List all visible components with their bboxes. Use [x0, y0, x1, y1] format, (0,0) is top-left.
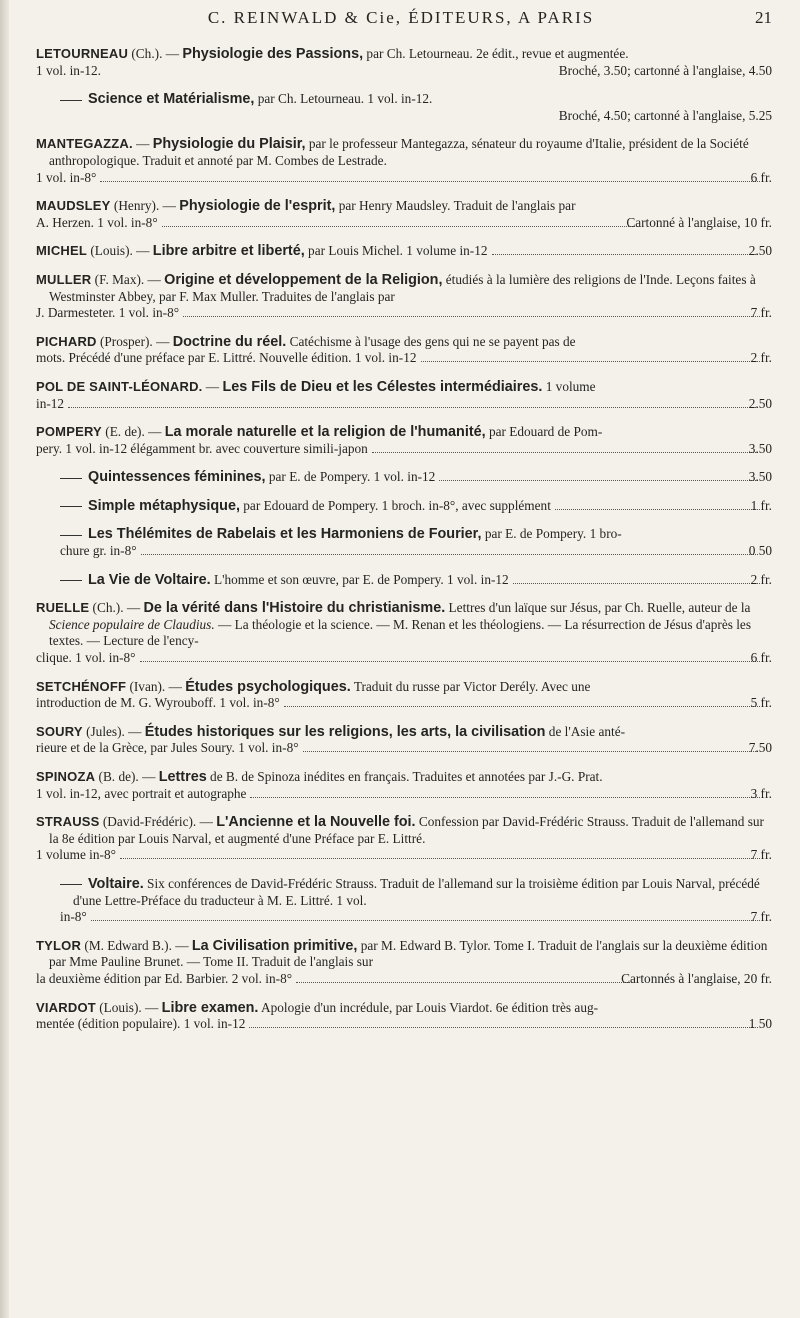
entry-price: Broché, 4.50; cartonné à l'anglaise, 5.25: [558, 107, 772, 123]
entry-author: PICHARD: [36, 333, 97, 349]
catalogue-entry: [36, 572, 772, 589]
entry-volume-line: [36, 395, 772, 413]
entry-author: SOURY: [36, 723, 83, 739]
entry-volume: 1 vol. in-12, avec portrait et autographe: [36, 785, 247, 801]
ditto-dash: [60, 478, 82, 479]
entry-description: par Edouard de Pompery. 1 broch. in-8°, avec supplément: [239, 497, 551, 513]
book-spine-shadow: [0, 0, 9, 1318]
entry-line: [73, 469, 772, 486]
entry-author-names: (Ch.). —: [89, 600, 144, 616]
entry-volume: rieure et de la Grèce, par Jules Soury. 1 vol. in-8°: [36, 740, 299, 756]
entry-author-names: (Henry). —: [110, 198, 180, 214]
entry-title: Doctrine du réel.: [172, 333, 287, 350]
entry-description: de B. de Spinoza inédites en français. Traduites et annotées par J.-G. Prat.: [206, 769, 603, 784]
catalogue-entry: [36, 136, 772, 186]
entry-author: MICHEL: [36, 243, 88, 259]
leader-dots: [249, 1027, 757, 1028]
entry-volume: introduction de M. G. Wyrouboff. 1 vol. in-8°: [36, 695, 280, 711]
leader-dots: [513, 583, 760, 584]
running-title: C. REINWALD & Cie, ÉDITEURS, A PARIS: [207, 8, 595, 27]
entry-description: par le professeur Mantegazza, sénateur du royaume d'Italie, président de la Société anthropologique. Traduit et annoté par M. Combes de Lestrade.: [49, 136, 749, 168]
catalogue-entry: [36, 876, 772, 926]
entry-volume: 1 vol. in-12.: [36, 62, 102, 78]
entry-description: par M. Edward B. Tylor. Tome I. Traduit de l'anglais sur la deuxième édition par Mme Pauline Brunet. — Tome II. Traduit de l'anglais sur: [49, 937, 768, 970]
entry-description: Confession par David-Frédéric Strauss. Traduit de l'allemand sur la 8e édition par Louis Narval, et augmenté d'une Préface par E. Littré.: [49, 814, 764, 846]
entry-price: 2.50: [748, 395, 772, 411]
entry-author: MAUDSLEY: [36, 198, 111, 214]
entry-volume-line: [36, 440, 772, 458]
entry-author-names: (E. de). —: [101, 424, 165, 440]
catalogue-entry: [36, 46, 772, 79]
entry-title: La Civilisation primitive,: [191, 937, 358, 954]
catalogue-entry: [36, 526, 772, 559]
entry-author-names: (Louis). —: [87, 243, 153, 259]
entry-description: par E. de Pompery. 1 vol. in-12: [265, 469, 436, 485]
catalogue-entry: [36, 769, 772, 802]
catalogue-entry: [36, 679, 772, 712]
entry-author: MANTEGAZZA.: [36, 136, 133, 152]
entry-volume-line: [36, 970, 772, 988]
leader-dots: [492, 254, 758, 255]
entry-description: L'homme et son œuvre, par E. de Pompery. 1 vol. in-12: [210, 571, 509, 587]
catalogue-entry: [36, 498, 772, 515]
entry-volume-line: [36, 350, 772, 367]
catalogue-entries: [36, 46, 772, 1045]
entry-description: de l'Asie anté-: [545, 723, 626, 739]
entry-author: POMPERY: [36, 424, 102, 440]
entry-author-names: (B. de). —: [95, 769, 159, 784]
catalogue-entry: [36, 1000, 772, 1033]
entry-title: De la vérité dans l'Histoire du christianisme.: [143, 600, 446, 617]
catalogue-entry: [36, 724, 772, 757]
entry-description: Apologie d'un incrédule, par Louis Viardot. 6e édition très aug-: [258, 999, 599, 1015]
entry-author-names: (F. Max). —: [91, 271, 165, 287]
entry-description-cont: — La théologie et la science. — M. Renan et les théologiens. — La résurrection de Jésus d'après les textes. — Lecture de l'ency-: [49, 616, 752, 649]
entry-separator: —: [202, 378, 223, 394]
entry-volume: 1 vol. in-8°: [36, 169, 97, 185]
entry-author-names: (Louis). —: [95, 999, 162, 1015]
entry-price: 2 fr.: [750, 571, 772, 587]
entry-volume: chure gr. in-8°: [60, 543, 137, 559]
entry-author-names: (Jules). —: [82, 723, 145, 739]
leader-dots: [68, 407, 758, 408]
leader-dots: [296, 982, 630, 983]
ditto-dash: [60, 100, 82, 101]
leader-dots: [284, 706, 760, 707]
entry-volume: mots. Précédé d'une préface par E. Littré. Nouvelle édition. 1 vol. in-12: [36, 350, 417, 366]
entry-line: [36, 243, 772, 260]
entry-description: par Henry Maudsley. Traduit de l'anglais par: [335, 198, 576, 214]
entry-description: Six conférences de David-Frédéric Strauss. Traduit de l'allemand sur la troisième édition par Louis Narval, précédé d'une Lettre-Préface du traducteur à M. E. Littré. 1 vol.: [73, 875, 760, 908]
entry-volume-line: [36, 695, 772, 712]
entry-author: MULLER: [36, 271, 92, 287]
entry-title: Quintessences féminines,: [88, 469, 266, 486]
entry-line: [73, 572, 772, 589]
entry-title: Voltaire.: [88, 875, 144, 892]
entry-description: 1 volume: [542, 378, 596, 394]
entry-price: 7 fr.: [750, 847, 772, 863]
leader-dots: [141, 554, 758, 555]
entry-volume-line: [36, 169, 772, 187]
entry-price: 7.50: [748, 740, 772, 756]
entry-price: 3.50: [748, 469, 772, 485]
entry-description: étudiés à la lumière des religions de l'Inde. Leçons faites à Westminster Abbey, par F. Max Muller. Traduites de l'anglais par: [49, 271, 756, 304]
entry-volume-line: [36, 1016, 772, 1033]
entry-italic-title: Science populaire de Claudius.: [49, 616, 215, 632]
entry-author: POL DE SAINT-LÉONARD.: [36, 378, 203, 394]
entry-title: Physiologie de l'esprit,: [179, 198, 336, 215]
page-number: 21: [755, 8, 772, 27]
catalogue-entry: [36, 272, 772, 322]
entry-author: LETOURNEAU: [36, 46, 129, 61]
entry-price: 3.50: [748, 440, 772, 456]
entry-volume-line: [60, 543, 772, 560]
catalogue-entry: [36, 198, 772, 231]
entry-price: 5 fr.: [750, 695, 772, 711]
entry-title: Libre arbitre et liberté,: [152, 243, 305, 260]
entry-volume: mentée (édition populaire). 1 vol. in-12: [36, 1016, 246, 1032]
page-header: [30, 8, 772, 34]
leader-dots: [140, 661, 760, 662]
entry-price: 3 fr.: [750, 785, 772, 801]
entry-title: Études psychologiques.: [185, 678, 351, 695]
entry-title: Physiologie des Passions,: [182, 46, 364, 62]
entry-title: Simple métaphysique,: [88, 497, 240, 514]
entry-title: Études historiques sur les religions, les arts, la civilisation: [144, 723, 546, 740]
entry-title: La morale naturelle et la religion de l'humanité,: [164, 424, 486, 441]
entry-title: Libre examen.: [161, 999, 259, 1016]
entry-price: 7 fr.: [750, 305, 772, 321]
entry-description: Traduit du russe par Victor Derély. Avec une: [350, 678, 591, 694]
entry-price: Broché, 3.50; cartonné à l'anglaise, 4.50: [558, 62, 772, 78]
entry-volume: la deuxième édition par Ed. Barbier. 2 vol. in-8°: [36, 970, 293, 986]
entry-description: Lettres d'un laïque sur Jésus, par Ch. Ruelle, auteur de la: [445, 600, 751, 616]
entry-volume-line: [36, 305, 772, 322]
entry-price: 6 fr.: [750, 169, 772, 185]
entry-volume-line: [36, 214, 772, 232]
entry-volume: in-12: [36, 395, 65, 411]
catalogue-entry: [36, 814, 772, 864]
entry-description: par Ch. Letourneau. 1 vol. in-12.: [254, 91, 433, 107]
entry-separator: —: [132, 136, 153, 152]
entry-volume-line: [36, 785, 772, 803]
entry-title: Les Thélémites de Rabelais et les Harmoniens de Fourier,: [88, 526, 482, 543]
entry-price: 6 fr.: [750, 650, 772, 666]
entry-volume: clique. 1 vol. in-8°: [36, 650, 136, 666]
entry-description: par Louis Michel. 1 volume in-12: [304, 243, 488, 259]
leader-dots: [250, 797, 759, 798]
catalogue-entry: [36, 424, 772, 457]
entry-price: 0 50: [748, 543, 772, 559]
entry-author-names: (Ivan). —: [126, 678, 186, 694]
catalogue-entry: [36, 91, 772, 124]
ditto-dash: [60, 884, 82, 885]
entry-author-names: (Prosper). —: [96, 333, 173, 349]
entry-price: 1 50: [748, 1016, 772, 1032]
entry-author: VIARDOT: [36, 999, 96, 1015]
entry-price-line: [73, 108, 772, 125]
entry-author: RUELLE: [36, 600, 90, 616]
leader-dots: [162, 226, 636, 227]
entry-title: Les Fils de Dieu et les Célestes intermédiaires.: [222, 378, 543, 395]
entry-price: 1 fr.: [750, 497, 772, 513]
ditto-dash: [60, 535, 82, 536]
leader-dots: [421, 361, 760, 362]
leader-dots: [100, 181, 759, 182]
leader-dots: [183, 316, 760, 317]
entry-author: STRAUSS: [36, 814, 100, 830]
entry-description: par Ch. Letourneau. 2e édit., revue et augmentée.: [363, 46, 629, 61]
catalogue-entry: [36, 243, 772, 260]
catalogue-entry: [36, 379, 772, 412]
leader-dots: [439, 480, 757, 481]
entry-volume-line: [36, 650, 772, 667]
entry-title: L'Ancienne et la Nouvelle foi.: [216, 814, 416, 831]
entry-author: TYLOR: [36, 937, 82, 953]
entry-title: Science et Matérialisme,: [88, 91, 255, 108]
entry-volume: J. Darmesteter. 1 vol. in-8°: [36, 305, 180, 321]
entry-volume: 1 volume in-8°: [36, 847, 116, 863]
ditto-dash: [60, 506, 82, 507]
leader-dots: [372, 452, 758, 453]
entry-title: La Vie de Voltaire.: [88, 571, 211, 588]
entry-author-names: (Ch.). —: [128, 46, 183, 61]
entry-volume-line: [36, 740, 772, 757]
entry-author-names: (David-Frédéric). —: [99, 814, 217, 830]
entry-title: Physiologie du Plaisir,: [152, 136, 306, 153]
leader-dots: [120, 858, 760, 859]
entry-author: SPINOZA: [36, 769, 96, 784]
entry-price: 2 fr.: [750, 350, 772, 366]
entry-volume-line: [36, 62, 772, 80]
entry-volume: pery. 1 vol. in-12 élégamment br. avec couverture simili-japon: [36, 440, 368, 456]
entry-price: 7 fr.: [750, 909, 772, 925]
leader-dots: [555, 509, 760, 510]
entry-title: Lettres: [158, 769, 207, 785]
entry-line: [73, 498, 772, 515]
entry-description: Catéchisme à l'usage des gens qui ne se payent pas de: [286, 333, 576, 349]
entry-price: Cartonnés à l'anglaise, 20 fr.: [621, 970, 772, 986]
entry-description: par Edouard de Pom-: [485, 424, 603, 440]
entry-author-names: (M. Edward B.). —: [81, 937, 192, 953]
entry-volume-line: [36, 847, 772, 864]
leader-dots: [303, 751, 758, 752]
catalogue-entry: [36, 600, 772, 666]
entry-title: Origine et développement de la Religion,: [164, 271, 443, 288]
entry-volume: in-8°: [60, 909, 87, 925]
entry-description: par E. de Pompery. 1 bro-: [481, 526, 622, 542]
catalogue-entry: [36, 469, 772, 486]
entry-volume-line: [60, 909, 772, 926]
entry-price: Cartonné à l'anglaise, 10 fr.: [626, 214, 772, 230]
catalogue-entry: [36, 938, 772, 988]
ditto-dash: [60, 580, 82, 581]
entry-price: 2.50: [748, 243, 772, 259]
catalogue-entry: [36, 334, 772, 367]
entry-author: SETCHÉNOFF: [36, 678, 127, 694]
entry-volume: A. Herzen. 1 vol. in-8°: [36, 214, 158, 230]
leader-dots: [91, 920, 760, 921]
